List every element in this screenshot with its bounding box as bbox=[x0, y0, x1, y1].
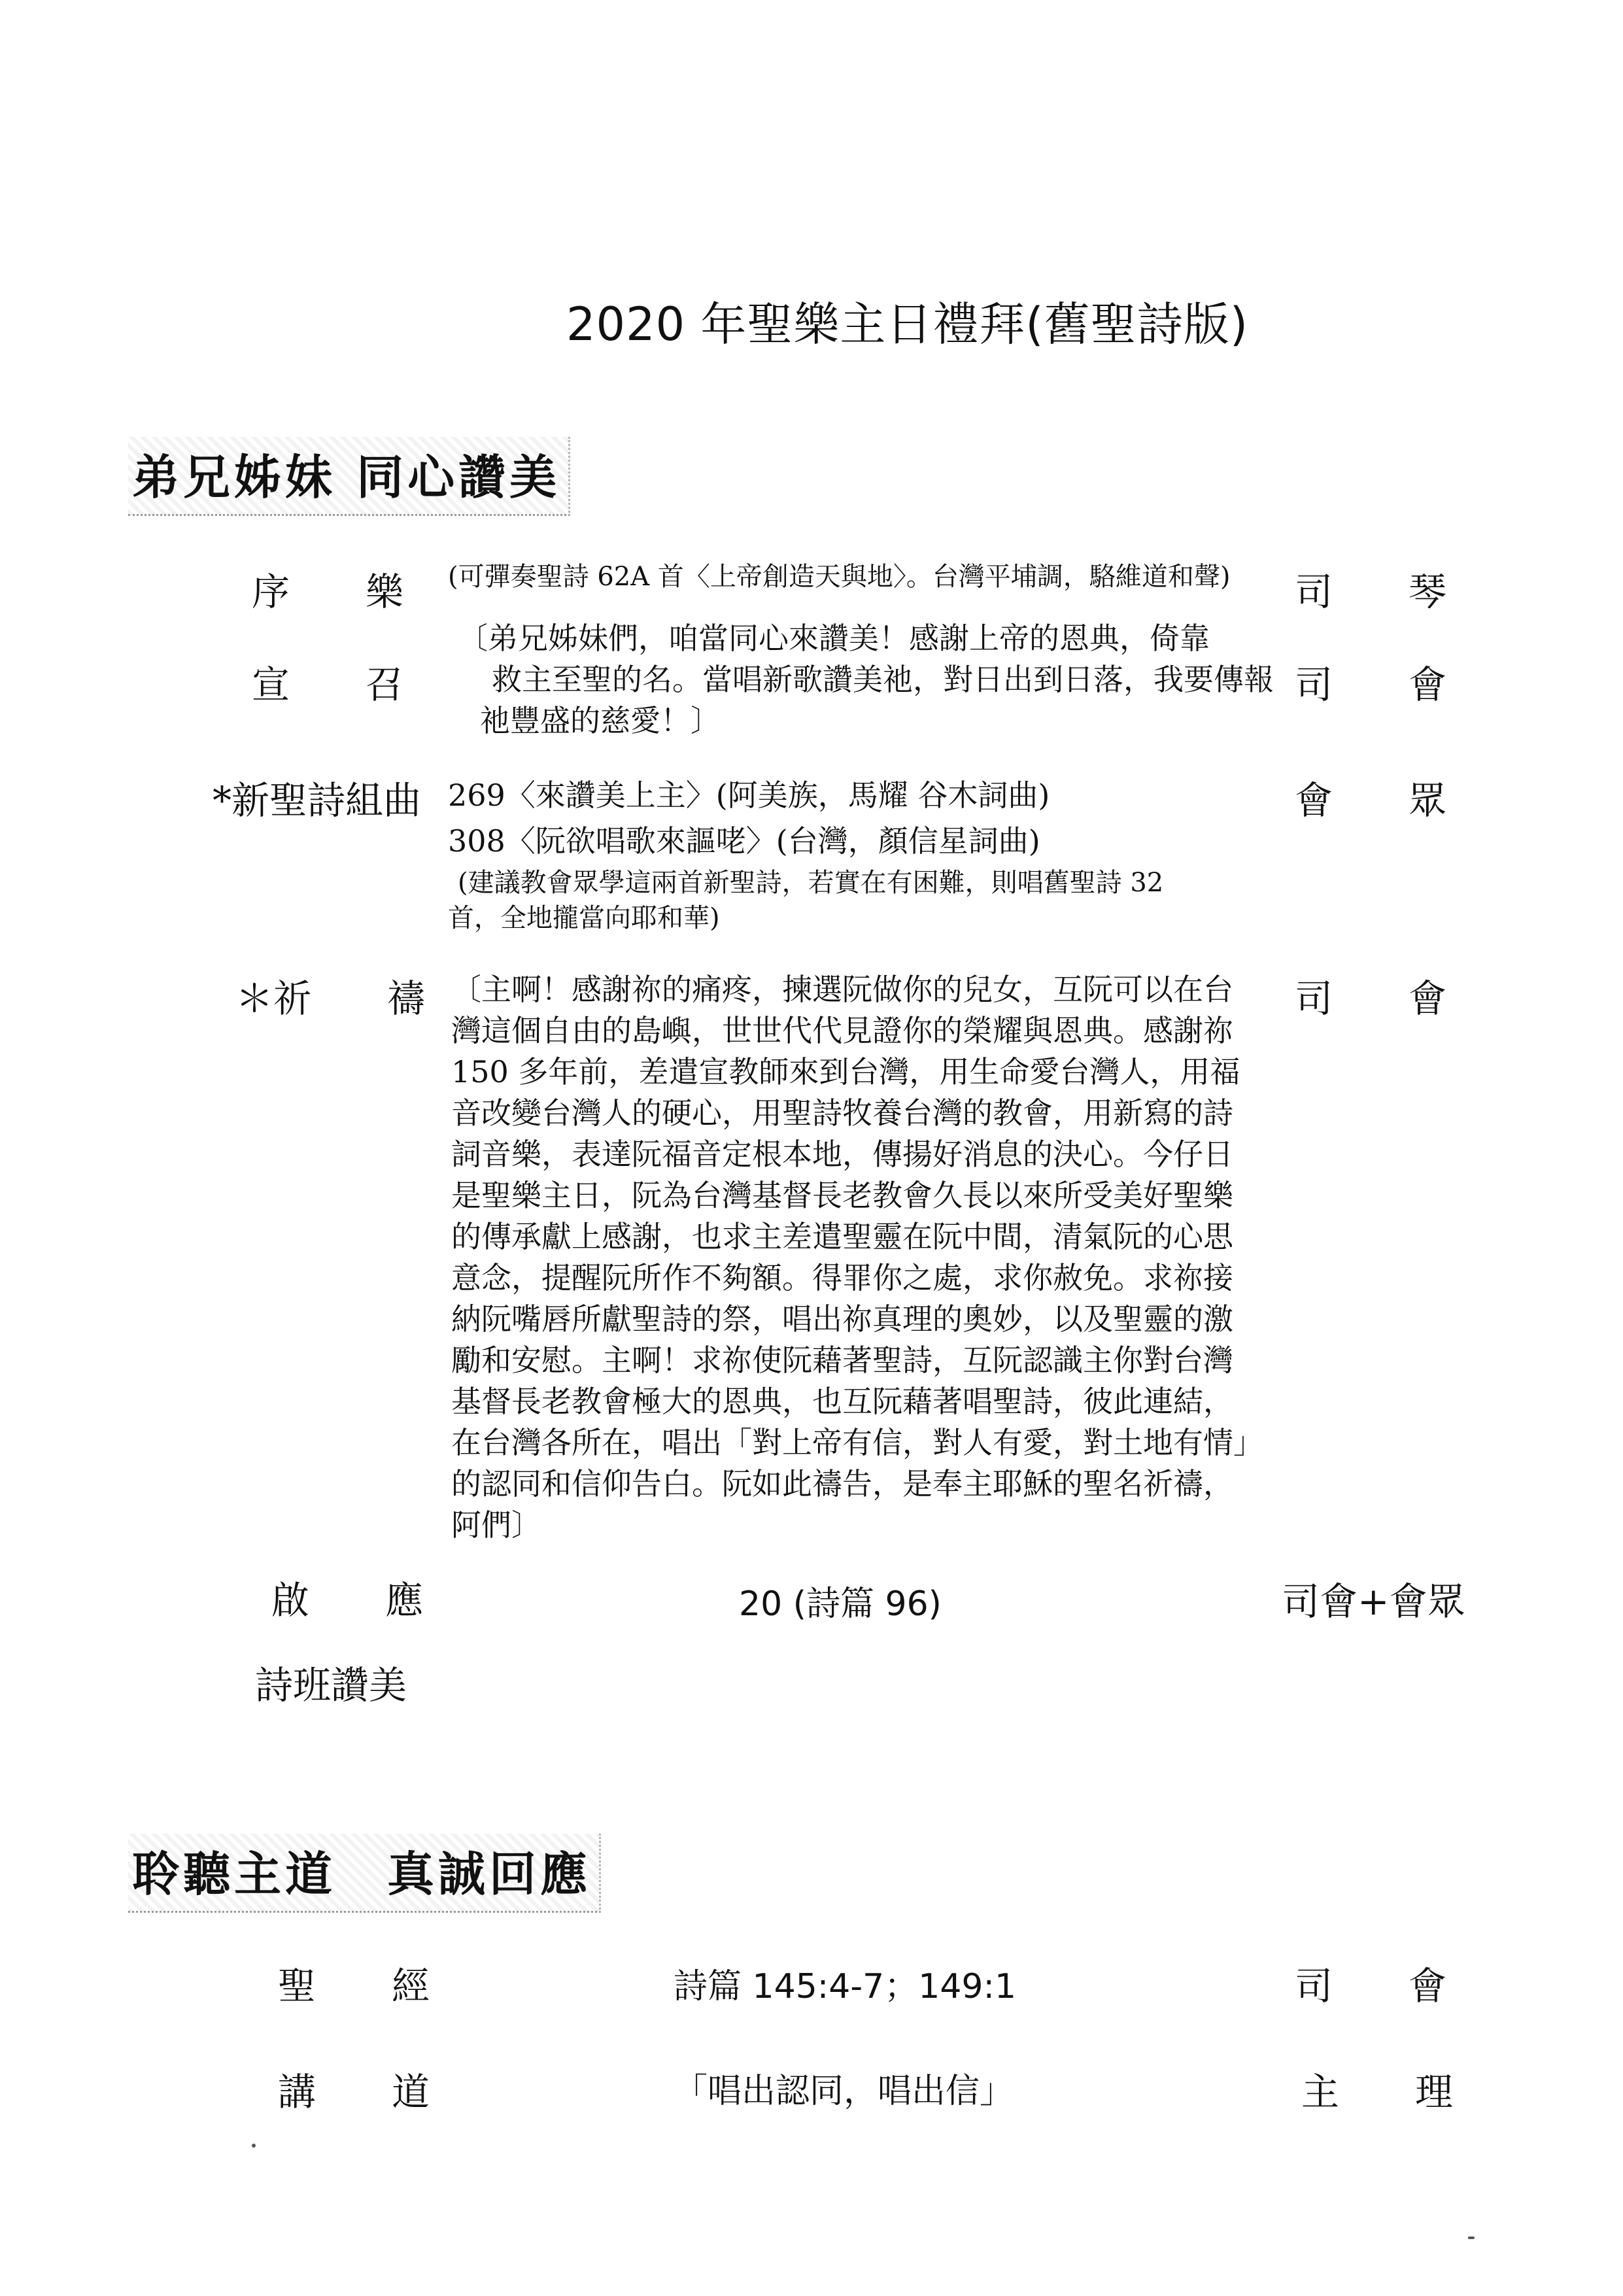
item-content-prelude: (可彈奏聖詩 62A 首〈上帝創造天與地〉。台灣平埔調，駱維道和聲) bbox=[448, 562, 1231, 592]
item-role-hymn-suite: 會 眾 bbox=[1295, 778, 1447, 823]
item-content-sermon: 「唱出認同，唱出信」 bbox=[674, 2072, 1014, 2111]
scan-speck bbox=[1468, 2236, 1475, 2239]
item-label-sermon: 講 道 bbox=[278, 2070, 430, 2114]
section-heading-word: 聆聽主道 真誠回應 bbox=[128, 1834, 601, 1913]
item-role-sermon: 主 理 bbox=[1301, 2070, 1454, 2114]
item-label-choir: 詩班讚美 bbox=[255, 1663, 407, 1707]
item-label-call: 宣 召 bbox=[252, 662, 404, 707]
item-content-call-line1: 〔弟兄姊妹們，咱當同心來讚美！感謝上帝的恩典，倚靠 bbox=[458, 621, 1210, 656]
item-role-prelude: 司 琴 bbox=[1295, 570, 1447, 614]
item-label-hymn-suite: *新聖詩組曲 bbox=[213, 778, 422, 823]
item-role-call: 司 會 bbox=[1295, 662, 1447, 707]
item-role-responsive: 司會+會眾 bbox=[1282, 1579, 1465, 1624]
item-content-call-line2: 救主至聖的名。當唱新歌讚美祂，對日出到日落，我要傳報 bbox=[492, 662, 1274, 697]
item-content-hymn-note1: (建議教會眾學這兩首新聖詩，若實在有困難，則唱舊聖詩 32 bbox=[458, 868, 1164, 898]
item-content-scripture: 詩篇 145:4-7；149:1 bbox=[674, 1967, 1017, 2006]
item-content-prayer: 〔主啊！感謝祢的痛疼，揀選阮做你的兒女，互阮可以在台灣這個自由的島嶼，世世代代見證你的榮耀與恩典。感謝祢 150 多年前，差遣宣教師來到台灣，用生命愛台灣人，用福音改變台灣人的硬心，用聖詩牧養台灣的教會，用新寫的詩詞音樂，表達阮福音定根本地，傳揚好消息的決心。今仔日是聖樂主日，阮為台灣基督長老教會久長以來所受美好聖樂的傳承獻上感謝，也求主差遣聖靈在阮中間，清氣阮的心思意念，提醒阮所作不夠額。得罪你之處，求你赦免。求祢接納阮嘴唇所獻聖詩的祭，唱出祢真理的奧妙，以及聖靈的激勵和安慰。主啊！求祢使阮藉著聖詩，互阮認識主你對台灣基督長老教會極大的恩典，也互阮藉著唱聖詩，彼此連結，在台灣各所在，唱出「對上帝有信，對人有愛，對土地有情」的認同和信仰告白。阮如此禱告，是奉主耶穌的聖名祈禱，阿們〕 bbox=[451, 972, 1248, 1543]
item-content-hymn-line2: 308〈阮欲唱歌來謳咾〉(台灣，顏信星詞曲) bbox=[448, 823, 1040, 859]
item-content-hymn-line1: 269〈來讚美上主〉(阿美族，馬耀 谷木詞曲) bbox=[448, 778, 1050, 813]
section-heading-praise: 弟兄姊妹 同心讚美 bbox=[128, 437, 570, 516]
item-label-responsive: 啟 應 bbox=[271, 1578, 424, 1622]
item-role-prayer: 司 會 bbox=[1295, 976, 1447, 1021]
item-content-call-line3: 祂豐盛的慈愛！〕 bbox=[480, 703, 721, 738]
item-label-scripture: 聖 經 bbox=[278, 1964, 430, 2008]
item-content-responsive: 20 (詩篇 96) bbox=[739, 1585, 942, 1624]
item-content-hymn-note2: 首，全地攏當向耶和華) bbox=[448, 903, 720, 933]
page-title: 2020 年聖樂主日禮拜(舊聖詩版) bbox=[566, 298, 1249, 351]
item-label-prelude: 序 樂 bbox=[252, 570, 404, 614]
scan-speck bbox=[252, 2144, 256, 2148]
item-label-prayer: ＊祈 禱 bbox=[235, 976, 426, 1021]
item-role-scripture: 司 會 bbox=[1295, 1964, 1447, 2008]
